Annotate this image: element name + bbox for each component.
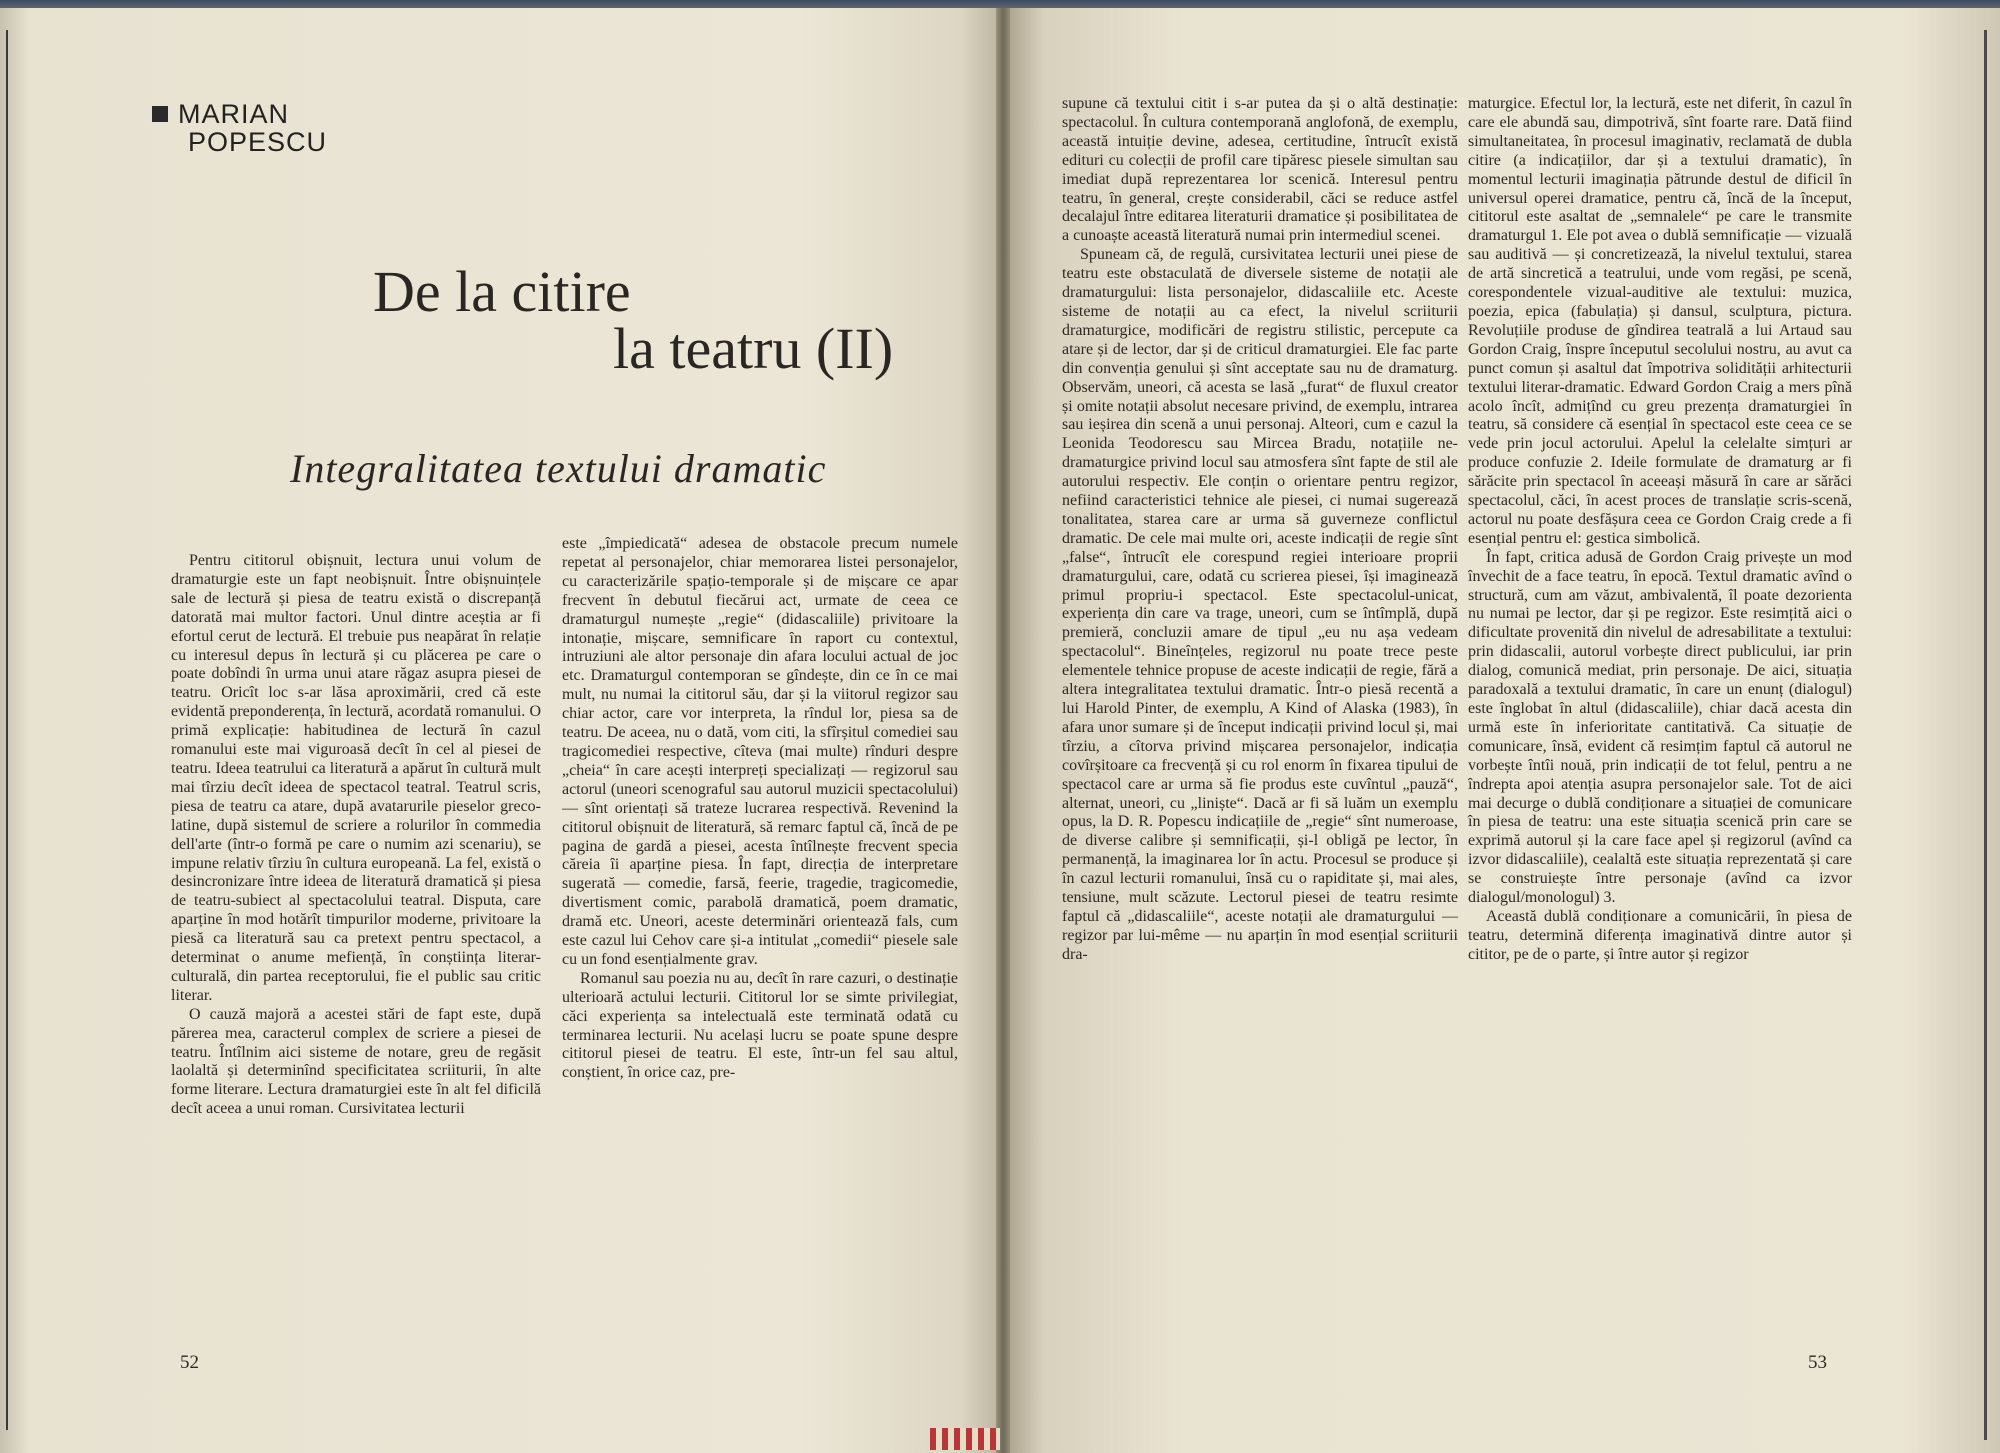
paragraph: Pentru cititorul obișnuit, lectura unui volum de dramaturgie este un fapt neobișnuit. Între obișnuințele sale de lectură și piesa de teatru există o discrepanță datorată mai multor factori. Unul dintre aceștia ar fi efortul cerut de lectură. El trebuie pus neapărat în relație cu interesul depus în lectură și cu plăcerea pe care o poate dobîndi în urma unui atare răgaz asupra piesei de teatru. Oricît loc s-ar lăsa aproximării, cred că este evidentă preponderența, în lectură, acordată romanului. O primă explicație: habitudinea de lectură în cazul romanului este mai viguroasă decît în cel al piesei de teatru. Ideea teatrului ca literatură a apărut în cultură mult mai tîrziu decît ideea de spectacol teatral. Teatrul scris, piesa de teatru ca atare, după avatarurile pieselor greco-latine, după sistemul de scriere a rolurilor în commedia dell'arte (într-o formă pe care o numim azi scenariu), se impune relativ tîrziu în cultura europeană. La fel, există o desincronizare între ideea de literatură dramatică și piesa de teatru-subiect al spectacolului teatral. Disputa, care aparține în mod hotărît timpurilor moderne, privitoare la piesă ca literatură sau ca pretext pentru spectacol, a determinat o anume mefiență, în conștiința literar-culturală, din partea receptorului, fie el public sau critic literar. bbox=[171, 552, 541, 1004]
left-page-edge bbox=[6, 30, 8, 1430]
book-gutter bbox=[996, 8, 1010, 1453]
article-title-line2: la teatru (II) bbox=[613, 316, 894, 381]
book-headband bbox=[930, 1428, 1000, 1450]
text-column-4 bbox=[1468, 95, 1852, 965]
square-bullet-icon bbox=[152, 106, 168, 122]
text-column-3 bbox=[1062, 95, 1458, 965]
paragraph: O cauză majoră a acestei stări de fapt este, după părerea mea, caracterul complex de scriere a piesei de teatru. Întîlnim aici sisteme de notare, greu de regăsit laolaltă și determinînd specificitatea scriiturii, în alte forme literare. Lectura dramaturgiei este în alt fel dificilă decît aceea a unui roman. Cursivitatea lecturii bbox=[171, 1005, 541, 1118]
page-number-right: 53 bbox=[1808, 1352, 1827, 1373]
text-column-2 bbox=[562, 535, 958, 1083]
paragraph: Spuneam că, de regulă, cursivitatea lecturii unei piese de teatru este obstaculată de diversele sisteme de notații ale dramaturgului: lista personajelor, didascaliile etc. Aceste sisteme de notații au ca efect, la nivelul scriiturii dramaturgice, modificări de registru stilistic, percepute ca atare și de lector, dar și de criticul dramaturgiei. Ele fac parte din convenția genului și sînt acceptate sau nu de dramaturg. Observăm, uneori, că acesta se lasă „furat“ de fluxul creator și omite notații absolut necesare privind, de exemplu, intrarea sau ieșirea din scenă a unui personaj. Alteori, cum e cazul la Leonida Teodorescu sau Mircea Bradu, notațiile ne-dramaturgice privind locul sau atmosfera sînt fapte de stil ale autorului respectiv. Ele conțin o orientare pentru regizor, nefiind caracteristici tehnice ale piesei, ci numai sugerează tonalitatea, starea care ar urma să guverneze conflictul dramatic. De cele mai multe ori, aceste indicații de regie sînt „false“, întrucît ele corespund regiei interioare proprii dramaturgului, care, odată cu scrierea piesei, își imaginează primul propriu-i spectacol. Este spectacolul-unicat, experiența din care va trage, uneori, cum se întîmplă, după premieră, concluzii amare de tipul „eu nu așa vedeam spectacolul“. Bineînțeles, regizorul nu poate trece peste elementele tehnice propuse de aceste indicații de regie, fără a altera integralitatea textului dramatic. Într-o piesă recentă a lui Harold Pinter, de exemplu, A Kind of Alaska (1983), în afara unor sumare și de început indicații privind locul și, mai tîrziu, a cîtorva privind mișcarea personajelor, indicația covîrșitoare ca frecvență și cu rol enorm în fixarea tipului de spectacol care ar urma să fie produs este cuvîntul „pauză“, alternat, uneori, cu „liniște“. Dacă ar fi să luăm un exemplu opus, la D. R. Popescu indicațiile de „regie“ sînt numeroase, de diverse calibre și semnificații, și-l obligă pe lector, în permanență, la imaginarea lor în actu. Procesul se produce și în cazul lecturii romanului, însă cu o rapiditate și, mai ales, tensiune, mult scăzute. Lectorul piesei de teatru resimte faptul că „didascaliile“, aceste notații ale dramaturgului — regizor par lui-même — nu aparțin în mod esențial scriiturii dra- bbox=[1062, 246, 1458, 963]
page-number-left: 52 bbox=[180, 1352, 199, 1373]
paragraph: Romanul sau poezia nu au, decît în rare cazuri, o destinație ulterioară actului lecturii. Cititorul lor se simte privilegiat, căci experiența sa intelectuală este terminată odată cu terminarea lecturii. Nu același lucru se poate spune despre cititorul piesei de teatru. El este, într-un fel sau altul, conștient, în orice caz, pre- bbox=[562, 969, 958, 1082]
author-first-name: MARIAN bbox=[178, 99, 290, 129]
text-column-1 bbox=[171, 552, 541, 1119]
paragraph: supune că textului citit i s-ar putea da și o altă destinație: spectacolul. În cultura contemporană anglofonă, de exemplu, această intuiție devine, adesea, certitudine, întrucît există edituri cu colecții de profil care tipăresc piesele simultan sau imediat după reprezentarea lor scenică. Interesul pentru teatru, în general, crește considerabil, căci se reduce astfel decalajul între editarea literaturii dramatice și posibilitatea de a cunoaște această literatură numai prin intermediul scenei. bbox=[1062, 95, 1458, 245]
author-last-name: POPESCU bbox=[188, 127, 328, 157]
paragraph: Această dublă condiționare a comunicării, în piesa de teatru, determină diferența imaginativă dintre autor și cititor, pe de o parte, și între autor și regizor bbox=[1468, 907, 1852, 963]
paragraph: În fapt, critica adusă de Gordon Craig privește un mod învechit de a face teatru, în epocă. Textul dramatic avînd o structură, cum am văzut, ambivalentă, îl poate dezorienta nu numai pe lector, dar și pe regizor. Este resimțită aici o dificultate provenită din nivelul de adresabilitate a textului: prin didascalii, autorul vorbește direct publicului, iar prin dialog, comunică mediat, prin personaje. De aici, situația paradoxală a textului dramatic, în care un enunț (dialogul) este înglobat în altul (didascaliile), chiar dacă acesta din urmă este în inferioritate cantitativă. Ca situație de comunicare, însă, evident că resimțim faptul că autorul ne vorbește întîi nouă, prin indicații de tot felul, pentru a ne îndrepta apoi atenția asupra personajelor sale. Tot de aici mai decurge o dublă condiționare a situației de comunicare în piesa de teatru: una este situația scenică prin care se exprimă autorul și la care face apel și regizorul (avînd ca izvor didascaliile), cealaltă este situația reprezentată și care se construiește între personaje (avînd ca izvor dialogul/monologul) 3. bbox=[1468, 548, 1852, 907]
paragraph: maturgice. Efectul lor, la lectură, este net diferit, în cazul în care ele abundă sau, dimpotrivă, sînt foarte rare. Dată fiind simultaneitatea, în procesul imaginativ, reclamată de dubla citire (a indicațiilor, dar și a textului dramatic), în momentul lecturii imaginația pătrunde destul de dificil în universul operei dramatice, pentru că, încă de la început, cititorul este asaltat de „semnalele“ pe care le transmite dramaturgul 1. Ele pot avea o dublă semnificație — vizuală sau auditivă — și concretizează, la nivelul textului, starea de artă sincretică a teatrului, unde vom regăsi, pe scenă, corespondentele vizual-auditive ale textului: muzica, poezia, epica (fabulația) și dansul, sculptura, pictura. Revoluțiile produse de gîndirea teatrală a lui Artaud sau Gordon Craig, înspre începutul secolului nostru, au avut ca punct comun și asaltul dat împotriva solidității arhitecturii textului literar-dramatic. Edward Gordon Craig a mers pînă acolo încît, admițînd cu greu prezența dramaturgiei în teatru, să considere că esențial în spectacol este ceea ce se vede prin jocul actorului. Apelul la celelalte simțuri ar produce confuzie 2. Ideile formulate de dramaturg ar fi sărăcite prin spectacol în aceeași măsură în care ar sărăci spectacolul, căci, în acest proces de translație scris-scenă, actorul nu poate desfășura ceea ce Gordon Craig crede a fi esențial pentru el: gestica simbolică. bbox=[1468, 95, 1852, 547]
author-name bbox=[152, 100, 327, 156]
article-title-line1: De la citire bbox=[373, 259, 631, 324]
paragraph: este „împiedicată“ adesea de obstacole precum numele repetat al personajelor, chiar memorarea listei personajelor, cu caracterizările spațio-temporale și de mișcare ce apar frecvent în debutul fiecărui act, urmate de ceea ce dramaturgul numește „regie“ (didascaliile) privitoare la intonație, mișcare, semnificare în raport cu contextul, intruziuni ale altor personaje din afara locului actual de joc etc. Dramaturgul contemporan se gîndește, din ce în ce mai mult, nu numai la cititorul său, dar și la viitorul regizor sau chiar actor, care vor interpreta, la rîndul lor, piesa sa de teatru. De aceea, nu o dată, vom citi, la sfîrșitul comediei sau tragicomediei respective, cîteva (mai multe) rînduri despre „cheia“ în care acești interpreți specializați — regizorul sau actorul (uneori scenograful sau autorul muzicii spectacolului) — sînt orientați să trateze lucrarea respectivă. Revenind la cititorul obișnuit de literatură, să remarc faptul că, încă de pe pagina de gardă a piesei, acesta întîlnește frecvent specia căreia îi aparține piesa. În fapt, direcția de interpretare sugerată — comedie, farsă, feerie, tragedie, tragicomedie, divertisment comic, parabolă dramatică, poem dramatic, dramă etc. Uneori, aceste determinări orientează fals, cum este cazul lui Cehov care și-a intitulat „comedii“ piesele sale cu un fond esențialmente grav. bbox=[562, 535, 958, 968]
right-page-edge bbox=[1984, 30, 1987, 1440]
article-subtitle: Integralitatea textului dramatic bbox=[290, 446, 827, 491]
